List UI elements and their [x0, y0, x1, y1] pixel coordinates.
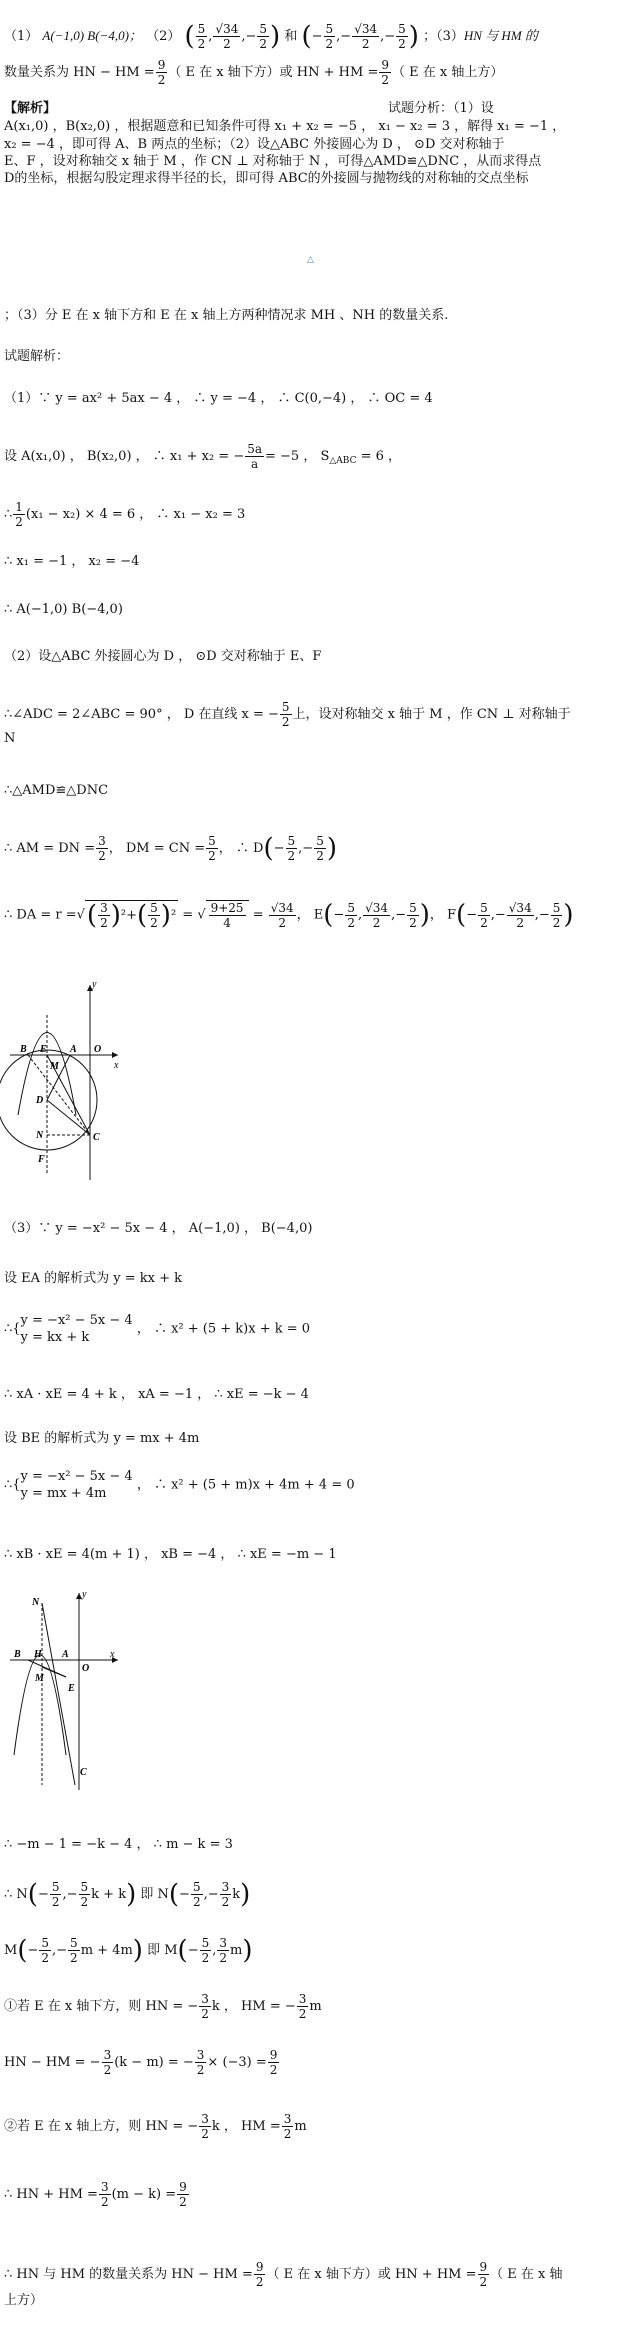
- solution-step-3: ∴ $\frac{1}{2}$ (x₁ − x₂) × 4 = 6 ， ∴ x₁ − x₂ = 3: [4, 500, 246, 529]
- solution-step-11: （3）∵ y = −x² − 5x − 4 ， A(−1,0) ， B(−4,0): [4, 1221, 313, 1236]
- triangle-symbol: △: [307, 255, 314, 265]
- step7-a: ∴∠ADC = 2∠ABC = 90° ， D 在直线 x = −: [4, 707, 279, 722]
- fig2-label-a: A: [62, 1649, 69, 1660]
- step24-a: ∴ HN + HM =: [4, 2187, 98, 2202]
- solution-step-14: ∴ xA · xE = 4 + k ， xA = −1 ， ∴ xE = −k − 4: [4, 1387, 309, 1402]
- step2-b: = −5 ， S: [265, 449, 330, 464]
- step16-right: ， ∴ x² + (5 + m)x + 4m + 4 = 0: [136, 1477, 355, 1493]
- fig1-label-b: B: [20, 1044, 27, 1055]
- step9-c: ， ∴ D: [218, 841, 264, 856]
- step25-c: （ E 在 x 轴: [490, 2267, 563, 2282]
- fig1-label-f: F: [38, 1154, 45, 1165]
- analysis-line-1: A(x₁,0) ，B(x₂,0) ，根据题意和已知条件可得 x₁ + x₂ = −5 ， x₁ − x₂ = 3 ，解得 x₁ = −1 ，: [4, 119, 566, 134]
- step7-c: N: [4, 731, 16, 746]
- solution-heading: 试题解析：: [4, 349, 70, 364]
- step3-b: (x₁ − x₂) × 4 = 6 ， ∴ x₁ − x₂ = 3: [25, 507, 246, 522]
- step7-b: 上，设对称轴交 x 轴于 M ，作 CN ⊥ 对称轴于: [292, 707, 571, 722]
- step22-c: × (−3) =: [207, 2055, 267, 2070]
- solution-step-15: 设 BE 的解析式为 y = mx + 4m: [4, 1431, 200, 1446]
- step23-b: k ， HM =: [211, 2119, 281, 2134]
- step21-c: m: [309, 1999, 322, 2014]
- step23-a: ②若 E 在 x 轴上方，则 HN = −: [4, 2119, 199, 2134]
- figure-2-parabola-lines: [0, 1585, 130, 1795]
- figure-1-circle-parabola: [0, 975, 130, 1190]
- fig2-label-m: M: [35, 1673, 44, 1684]
- analysis-line-2: x₂ = −4 ，即可得 A、B 两点的坐标；（2）设△ABC 外接圆心为 D ， ⊙D 交对称轴于: [4, 137, 505, 152]
- solution-step-6: （2）设△ABC 外接圆心为 D ， ⊙D 交对称轴于 E、F: [4, 649, 322, 664]
- step10-a: ∴ DA = r =: [4, 907, 77, 923]
- step25-b: （ E 在 x 轴下方）或 HN + HM =: [266, 2267, 477, 2282]
- fig1-label-d: D: [36, 1095, 44, 1106]
- step23-c: m: [294, 2119, 307, 2134]
- fig2-label-n: N: [32, 1597, 40, 1608]
- step2-sub: ABC: [336, 456, 357, 466]
- step13-right: ， ∴ x² + (5 + k)x + k = 0: [136, 1321, 311, 1337]
- solution-step-18: ∴ −m − 1 = −k − 4 ， ∴ m − k = 3: [4, 1837, 233, 1852]
- step2-d: = 6 ，: [360, 449, 402, 464]
- step22-a: HN − HM = −: [4, 2055, 101, 2070]
- fig2-line-na: [42, 1603, 75, 1785]
- fig1-label-o: O: [94, 1044, 102, 1055]
- solution-step-22: HN − HM = − $\frac{3}{2}$ (k − m) = − $\frac{3}{2}$ × (−3) = $\frac{9}{2}$: [4, 2048, 278, 2077]
- fig2-label-o: O: [82, 1663, 90, 1674]
- analysis-line-4: D的坐标，根据勾股定理求得半径的长，即可得 ABC的外接圆与抛物线的对称轴的交点坐标: [4, 171, 529, 186]
- solution-step-23: ②若 E 在 x 轴上方，则 HN = − $\frac{3}{2}$ k ， HM = $\frac{3}{2}$ m: [4, 2112, 307, 2141]
- answer-line2-a: 数量关系为 HN − HM =: [4, 65, 155, 80]
- solution-step-25: ∴ HN 与 HM 的数量关系为 HN − HM = $\frac{9}{2}$ （ E 在 x 轴下方）或 HN + HM = $\frac{9}{2}$ （ E 在 x 轴: [4, 2260, 563, 2289]
- fig2-label-x: x: [110, 1649, 115, 1660]
- fig2-label-b: B: [14, 1649, 21, 1660]
- fig1-label-e: E: [40, 1044, 47, 1055]
- fig2-label-c: C: [80, 1767, 87, 1778]
- solution-step-24: ∴ HN + HM = $\frac{3}{2}$ (m − k) = $\frac{9}{2}$: [4, 2180, 187, 2209]
- step9-a: ∴ AM = DN =: [4, 841, 96, 856]
- step2-a: 设 A(x₁,0) ， B(x₂,0) ， ∴ x₁ + x₂ = −: [4, 449, 245, 464]
- solution-step-16: ∴{ y = −x² − 5x − 4 y = mx + 4m ， ∴ x² + (5 + m)x + 4m + 4 = 0: [4, 1469, 355, 1501]
- fig2-label-y: y: [82, 1589, 87, 1600]
- solution-step-17: ∴ xB · xE = 4(m + 1) ， xB = −4 ， ∴ xE = −m − 1: [4, 1547, 337, 1562]
- fig1-label-n: N: [36, 1130, 44, 1141]
- fig1-label-y: y: [92, 979, 97, 990]
- solution-step-10: ∴ DA = r =√( $\frac{3}{2}$ )²+( $\frac{5}{2}$ )² = √ $\frac{9+25}{4}$ = $\frac{√34}{2}$ ， E(− $\frac{5}{2}$ , $\frac{√34}{2}$ ,− $\frac{5}{2}$ )， F(− $\frac{5}{2}$ ,− $\frac{√34}{2}$ ,− $\frac{5}{2}$ ): [4, 900, 574, 931]
- step20-a: M: [4, 1943, 18, 1958]
- step21-a: ①若 E 在 x 轴下方，则 HN = −: [4, 1999, 199, 2014]
- answer-line2-c: （ E 在 x 轴上方）: [392, 65, 504, 80]
- step13-bot: y = kx + k: [20, 1330, 90, 1345]
- solution-step-9: ∴ AM = DN = $\frac{3}{2}$ ， DM = CN = $\frac{5}{2}$ ， ∴ D(− $\frac{5}{2}$ ,− $\frac{5}{2}$ ): [4, 833, 337, 864]
- step16-bot: y = mx + 4m: [20, 1486, 107, 1501]
- analysis-line-5: ；（3）分 E 在 x 轴下方和 E 在 x 轴上方两种情况求 MH 、NH 的数量关系.: [4, 308, 449, 323]
- step24-b: (m − k) =: [111, 2187, 177, 2202]
- fig1-label-a: A: [70, 1044, 77, 1055]
- fig2-label-h: H: [34, 1649, 42, 1660]
- step20-b: 即 M: [147, 1943, 178, 1958]
- step19-b: 即 N: [140, 1887, 169, 1902]
- solution-step-2: 设 A(x₁,0) ， B(x₂,0) ， ∴ x₁ + x₂ = − $\frac{5a}{a}$ = −5 ， $S_{\triangle ABC} = 6$ ，: [4, 442, 402, 471]
- answer-and: 和: [284, 29, 298, 44]
- step16-top: y = −x² − 5x − 4: [20, 1469, 133, 1484]
- fig1-x-arrow: [112, 1052, 118, 1058]
- analysis-heading-line: [4, 100, 624, 118]
- solution-step-5: ∴ A(−1,0) B(−4,0): [4, 602, 123, 617]
- solution-step-8: ∴△AMD≌△DNC: [4, 783, 109, 798]
- step25-d: 上方）: [4, 2293, 44, 2308]
- answer-part1-label: （1）: [4, 29, 39, 44]
- solution-step-7: ∴∠ADC = 2∠ABC = 90° ， D 在直线 x = − $\frac{5}{2}$ 上，设对称轴交 x 轴于 M ，作 CN ⊥ 对称轴于: [4, 700, 571, 729]
- analysis-line-3: E、F ，设对称轴交 x 轴于 M ，作 CN ⊥ 对称轴于 N ，可得△AMD≌△DNC ，从而求得点: [4, 154, 542, 169]
- solution-step-1: （1）∵ y = ax² + 5ax − 4 ， ∴ y = −4 ， ∴ C(0,−4) ， ∴ OC = 4: [4, 391, 433, 406]
- answer-line2-b: （ E 在 x 轴下方）或 HN + HM =: [168, 65, 379, 80]
- solution-step-12: 设 EA 的解析式为 y = kx + k: [4, 1271, 183, 1286]
- solution-step-21: ①若 E 在 x 轴下方，则 HN = − $\frac{3}{2}$ k ， HM = − $\frac{3}{2}$ m: [4, 1992, 322, 2021]
- step21-b: k ， HM = −: [211, 1999, 296, 2014]
- step25-a: ∴ HN 与 HM 的数量关系为 HN − HM =: [4, 2267, 253, 2282]
- fig2-label-e: E: [68, 1683, 75, 1694]
- fig2-parabola: [14, 1655, 66, 1755]
- answer-line-2: 数量关系为 HN − HM = $\frac{9}{2}$ （ E 在 x 轴下方）或 HN + HM = $\frac{9}{2}$ （ E 在 x 轴上方）: [4, 58, 504, 87]
- answer-part3-label: ；（3）: [423, 29, 464, 44]
- fig1-line-dc: [47, 1100, 90, 1135]
- analysis-heading: 【解析】: [4, 101, 57, 116]
- step10-b: ， E: [296, 907, 324, 923]
- answer-part1-text: A(−1,0) B(−4,0)；: [42, 28, 142, 43]
- fig1-label-x: x: [114, 1060, 119, 1071]
- solution-step-4: ∴ x₁ = −1 ， x₂ = −4: [4, 554, 140, 569]
- step19-a: ∴ N: [4, 1887, 28, 1902]
- step9-b: ， DM = CN =: [108, 841, 206, 856]
- analysis-right-label: 试题分析：（1）设: [388, 101, 494, 116]
- solution-step-19: ∴ N(− $\frac{5}{2}$ ,− $\frac{5}{2}$ k + k) 即 N(− $\frac{5}{2}$ ,− $\frac{3}{2}$ k): [4, 1879, 251, 1910]
- step22-b: (k − m) = −: [114, 2055, 194, 2070]
- fig1-label-c: C: [93, 1132, 100, 1143]
- fig1-label-m: M: [50, 1061, 59, 1072]
- solution-step-20: M(− $\frac{5}{2}$ ,− $\frac{5}{2}$ m + 4m) 即 M(− $\frac{5}{2}$ , $\frac{3}{2}$ m): [4, 1935, 253, 1966]
- answer-part2-label: （2）: [146, 29, 181, 44]
- solution-step-13: ∴{ y = −x² − 5x − 4 y = kx + k ， ∴ x² + (5 + k)x + k = 0: [4, 1313, 311, 1345]
- answer-line-1: （1） A(−1,0) B(−4,0)； （2） ( $\frac{5}{2}$ , $\frac{√34}{2}$ ,− $\frac{5}{2}$ ) 和 (− $\frac{5}{2}$ ,− $\frac{√34}{2}$ ,− $\frac{5}{2}$ ) ；（3）HN 与 HM 的: [4, 21, 538, 52]
- answer-part3-text: HN 与 HM 的: [463, 28, 538, 43]
- step10-c: ， F: [429, 907, 457, 923]
- step13-top: y = −x² − 5x − 4: [20, 1313, 133, 1328]
